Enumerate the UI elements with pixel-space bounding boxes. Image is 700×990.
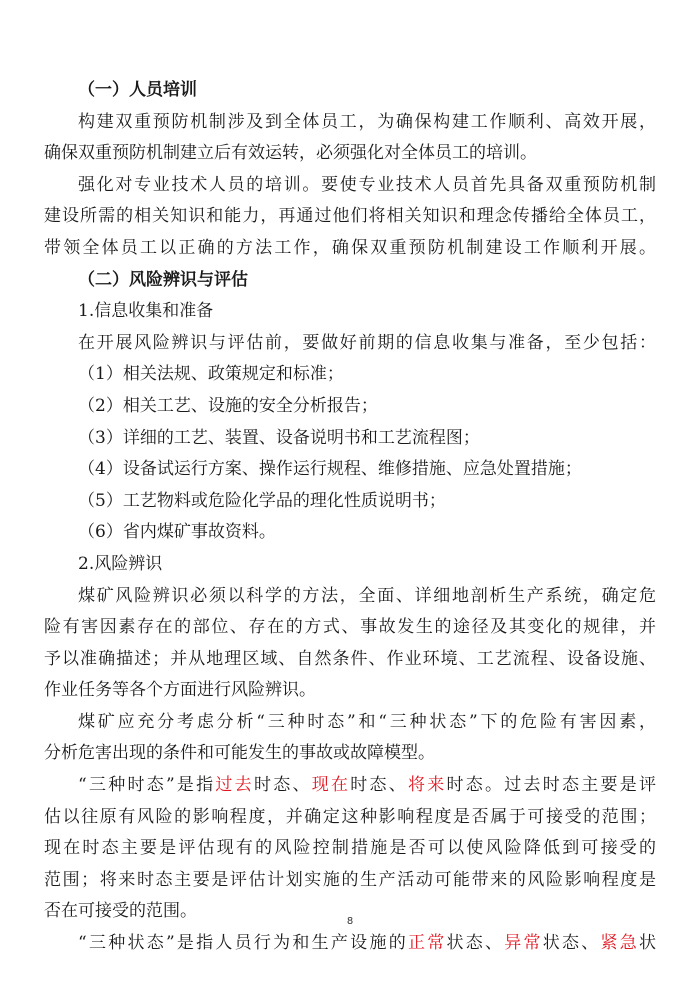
text-line: （5）工艺物料或危险化学品的理化性质说明书； bbox=[78, 490, 446, 511]
text-line: 予以准确描述；并从地理区域、自然条件、作业环境、工艺流程、设备设施、 bbox=[44, 648, 656, 669]
text-line: 强化对专业技术人员的培训。要使专业技术人员首先具备双重预防机制 bbox=[78, 174, 656, 195]
highlighted-term: 异常 bbox=[504, 933, 543, 954]
highlighted-term: 现在 bbox=[311, 775, 351, 796]
text-line: 险有害因素存在的部位、存在的方式、事故发生的途径及其变化的规律，并 bbox=[44, 617, 656, 638]
text-line: 煤矿应充分考虑分析“三种时态”和“三种状态”下的危险有害因素， bbox=[78, 711, 656, 732]
text-line: 作业任务等各个方面进行风险辨识。 bbox=[44, 680, 316, 701]
section-heading: （一）人员培训 bbox=[78, 80, 197, 100]
text-line: 分析危害出现的条件和可能发生的事故或故障模型。 bbox=[44, 743, 435, 764]
text-span: 状态、 bbox=[542, 933, 601, 954]
text-span: 状 bbox=[639, 933, 656, 954]
section-heading: （二）风险辨识与评估 bbox=[78, 269, 248, 290]
highlighted-term: 将来 bbox=[407, 775, 447, 796]
highlighted-term: 正常 bbox=[407, 933, 447, 954]
text-span: 状态、 bbox=[446, 933, 505, 954]
text-line: 现在时态主要是评估现有的风险控制措施是否可以使风险降低到可接受的 bbox=[44, 838, 656, 859]
text-line: （3）详细的工艺、装置、设备说明书和工艺流程图； bbox=[78, 427, 480, 448]
text-span: 时态、 bbox=[350, 775, 408, 796]
document-body bbox=[44, 75, 656, 960]
text-line: 煤矿风险辨识必须以科学的方法，全面、详细地剖析生产系统，确定危 bbox=[78, 585, 656, 606]
text-line: 2.风险辨识 bbox=[78, 553, 163, 574]
text-line bbox=[44, 928, 656, 960]
text-span: “三种状态”是指人员行为和生产设施的 bbox=[78, 933, 408, 954]
text-line: 在开展风险辨识与评估前，要做好前期的信息收集与准备，至少包括： bbox=[78, 332, 656, 353]
text-span: 时态。过去时态主要是评 bbox=[446, 775, 656, 796]
text-line: （2）相关工艺、设施的安全分析报告； bbox=[78, 395, 378, 416]
text-line: 确保双重预防机制建立后有效运转，必须强化对全体员工的培训。 bbox=[44, 143, 537, 164]
text-line: 范围；将来时态主要是评估计划实施的生产活动可能带来的风险影响程度是 bbox=[44, 869, 656, 890]
text-line: （6）省内煤矿事故资料。 bbox=[78, 522, 276, 543]
highlighted-term: 紧急 bbox=[600, 933, 640, 954]
highlighted-term: 过去 bbox=[215, 775, 254, 796]
text-line: 否在可接受的范围。 bbox=[44, 901, 197, 922]
text-line: 1.信息收集和准备 bbox=[78, 301, 214, 322]
text-line bbox=[44, 770, 656, 802]
text-line: （4）设备试运行方案、操作运行规程、维修措施、应急处置措施； bbox=[78, 459, 582, 480]
text-line: 估以往原有风险的影响程度，并确定这种影响程度是否属于可接受的范围； bbox=[44, 806, 656, 827]
text-line: 构建双重预防机制涉及到全体员工，为确保构建工作顺利、高效开展， bbox=[78, 111, 656, 132]
text-span: “三种时态”是指 bbox=[78, 775, 216, 796]
text-span: 时态、 bbox=[253, 775, 312, 796]
text-line: 建设所需的相关知识和能力，再通过他们将相关知识和理念传播给全体员工， bbox=[44, 206, 656, 227]
page-number: 8 bbox=[346, 916, 354, 927]
text-line: 带领全体员工以正确的方法工作，确保双重预防机制建设工作顺利开展。 bbox=[44, 237, 656, 258]
text-line: （1）相关法规、政策规定和标准； bbox=[78, 364, 344, 385]
